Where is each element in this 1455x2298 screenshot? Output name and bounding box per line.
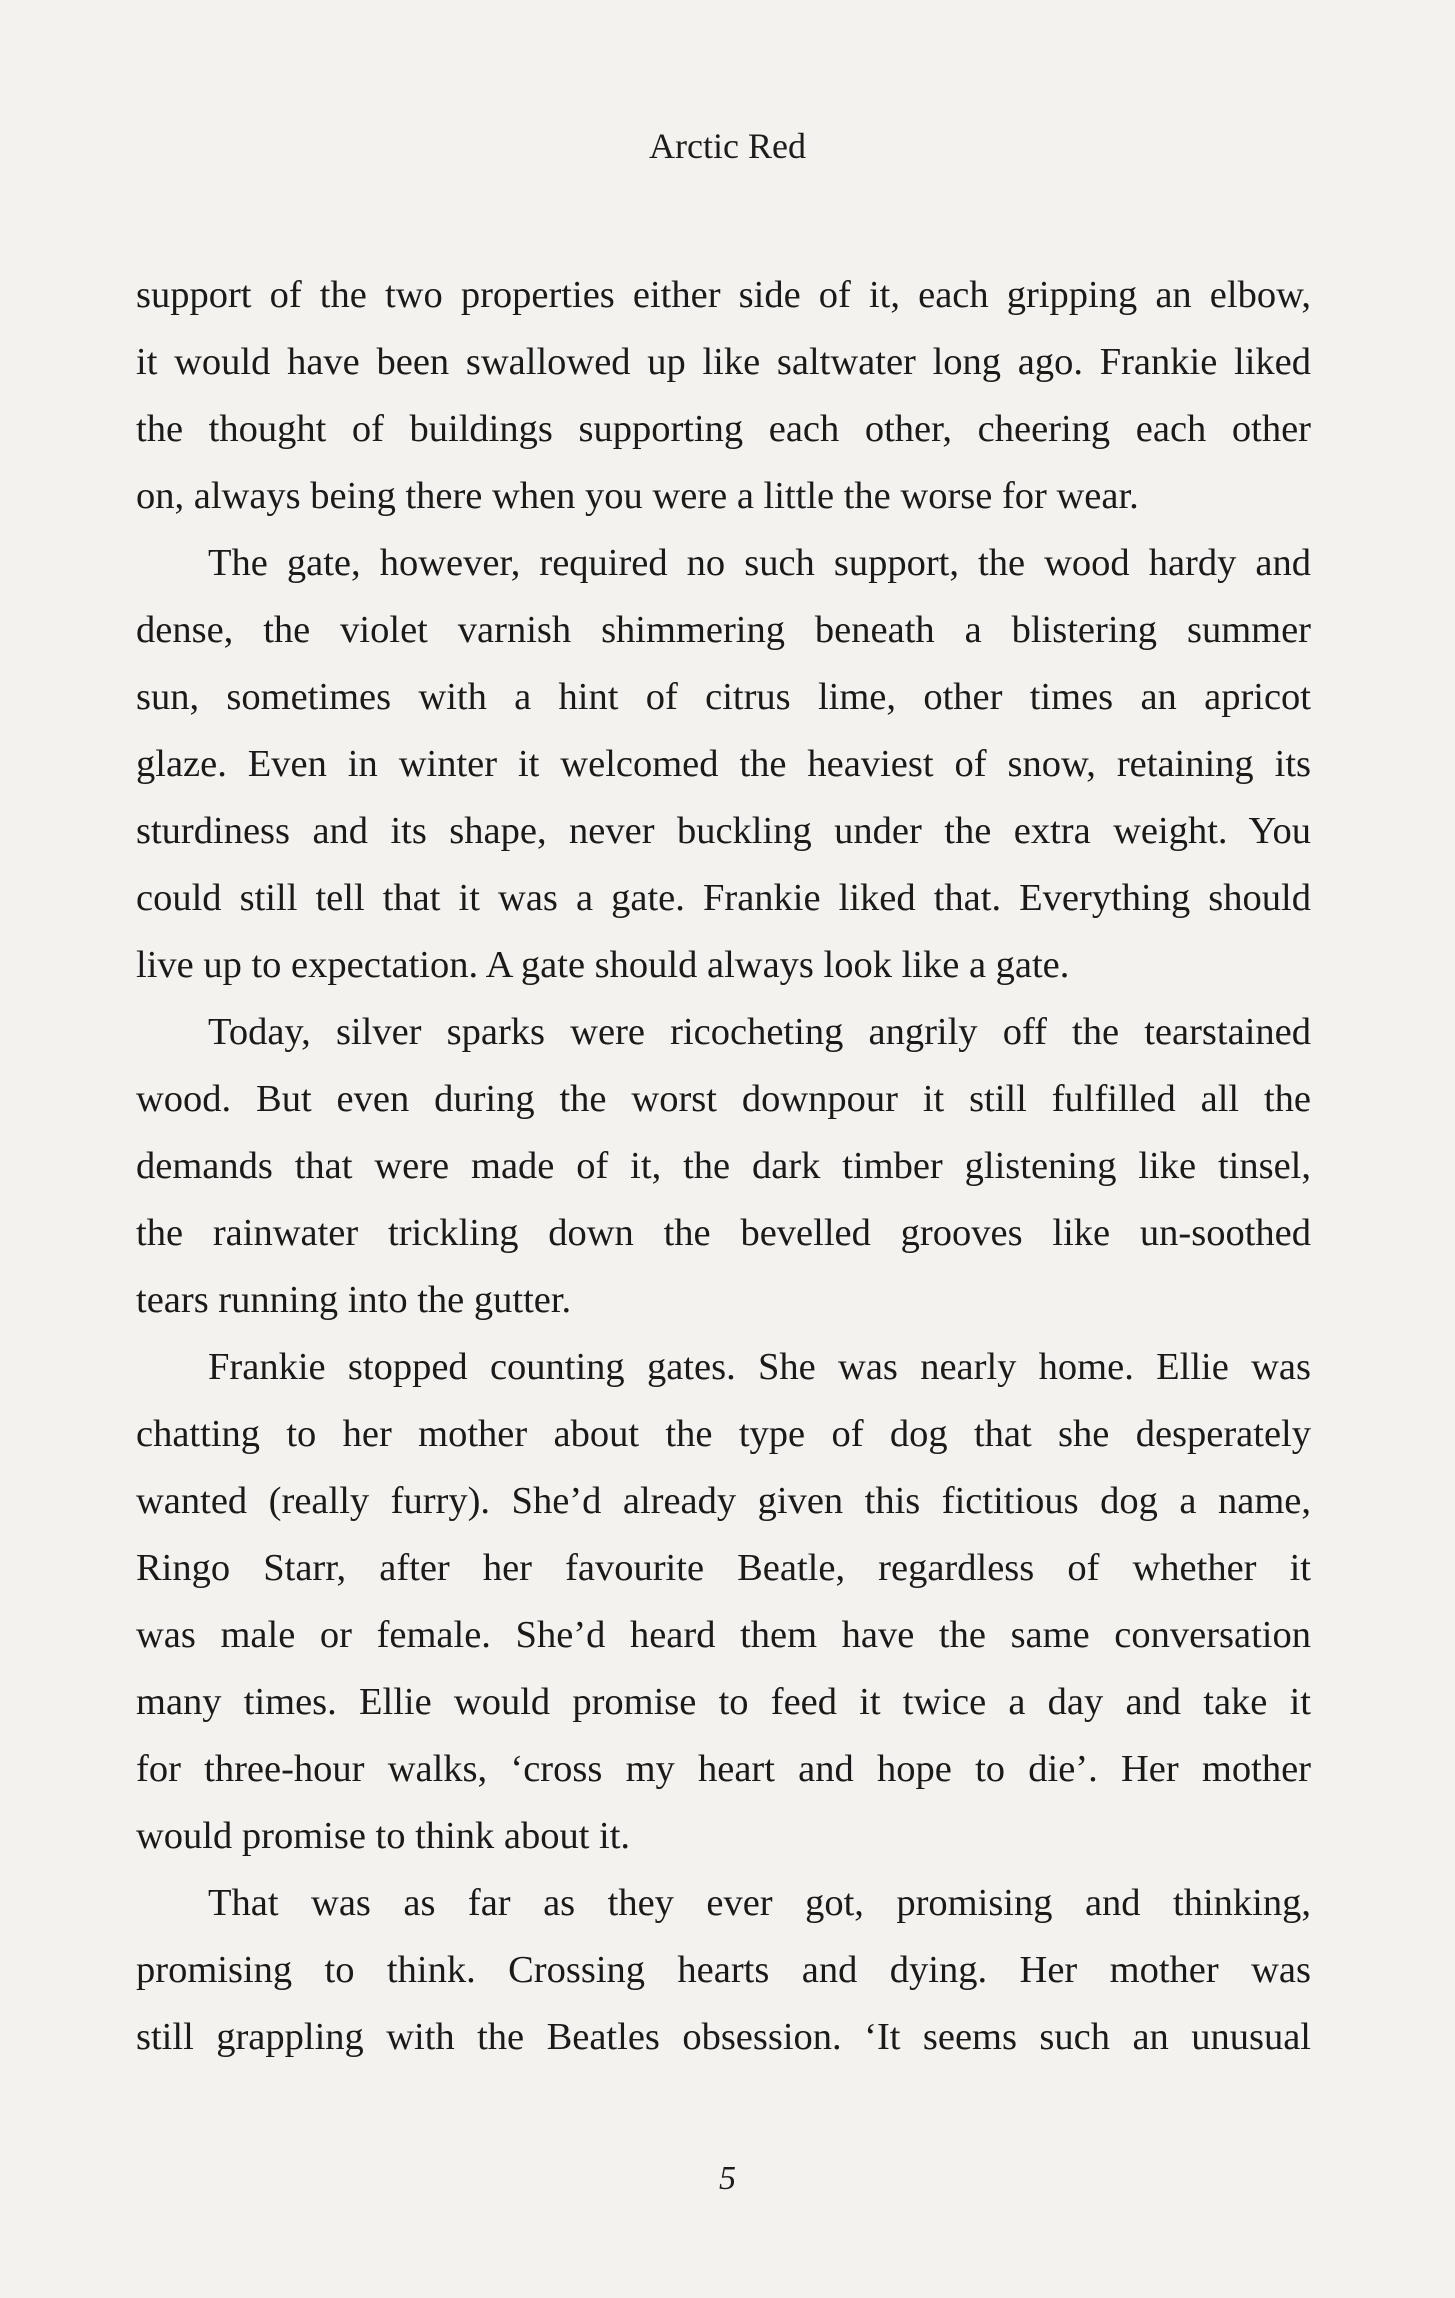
text-line: the rainwater trickling down the bevelled grooves like un-soothed (136, 1212, 1311, 1254)
text-line: tears running into the gutter. (136, 1279, 572, 1321)
text-line: wanted (really furry). She’d already given this fictitious dog a name, (136, 1480, 1311, 1522)
text-line: Ringo Starr, after her favourite Beatle, regardless of whether it (136, 1547, 1311, 1589)
text-line: The gate, however, required no such support, the wood hardy and (208, 542, 1311, 584)
text-line: the thought of buildings supporting each other, cheering each other (136, 408, 1311, 450)
text-line: Today, silver sparks were ricocheting angrily off the tearstained (208, 1011, 1311, 1053)
text-line: chatting to her mother about the type of dog that she desperately (136, 1413, 1311, 1455)
text-line: many times. Ellie would promise to feed it twice a day and take it (136, 1681, 1311, 1723)
text-line: would promise to think about it. (136, 1815, 631, 1857)
text-line: live up to expectation. A gate should always look like a gate. (136, 944, 1070, 986)
body-text (136, 262, 1311, 2071)
running-head: Arctic Red (649, 126, 806, 166)
text-line: sturdiness and its shape, never buckling under the extra weight. You (136, 810, 1311, 852)
text-line: could still tell that it was a gate. Frankie liked that. Everything should (136, 877, 1311, 919)
text-line: dense, the violet varnish shimmering beneath a blistering summer (136, 609, 1311, 651)
text-line: That was as far as they ever got, promising and thinking, (208, 1882, 1311, 1924)
text-line: glaze. Even in winter it welcomed the heaviest of snow, retaining its (136, 743, 1311, 785)
text-line: demands that were made of it, the dark timber glistening like tinsel, (136, 1145, 1311, 1187)
text-line: wood. But even during the worst downpour it still fulfilled all the (136, 1078, 1311, 1120)
text-line: for three-hour walks, ‘cross my heart and hope to die’. Her mother (136, 1748, 1311, 1790)
text-line: Frankie stopped counting gates. She was nearly home. Ellie was (208, 1346, 1311, 1388)
text-line: on, always being there when you were a little the worse for wear. (136, 475, 1139, 517)
text-line: was male or female. She’d heard them have the same conversation (136, 1614, 1311, 1656)
text-line: sun, sometimes with a hint of citrus lime, other times an apricot (136, 676, 1311, 718)
text-line: still grappling with the Beatles obsession. ‘It seems such an unusual (136, 2016, 1311, 2058)
text-line: support of the two properties either side of it, each gripping an elbow, (136, 274, 1311, 316)
page-number: 5 (719, 2160, 736, 2197)
text-line: it would have been swallowed up like saltwater long ago. Frankie liked (136, 341, 1311, 383)
text-line: promising to think. Crossing hearts and dying. Her mother was (136, 1949, 1311, 1991)
